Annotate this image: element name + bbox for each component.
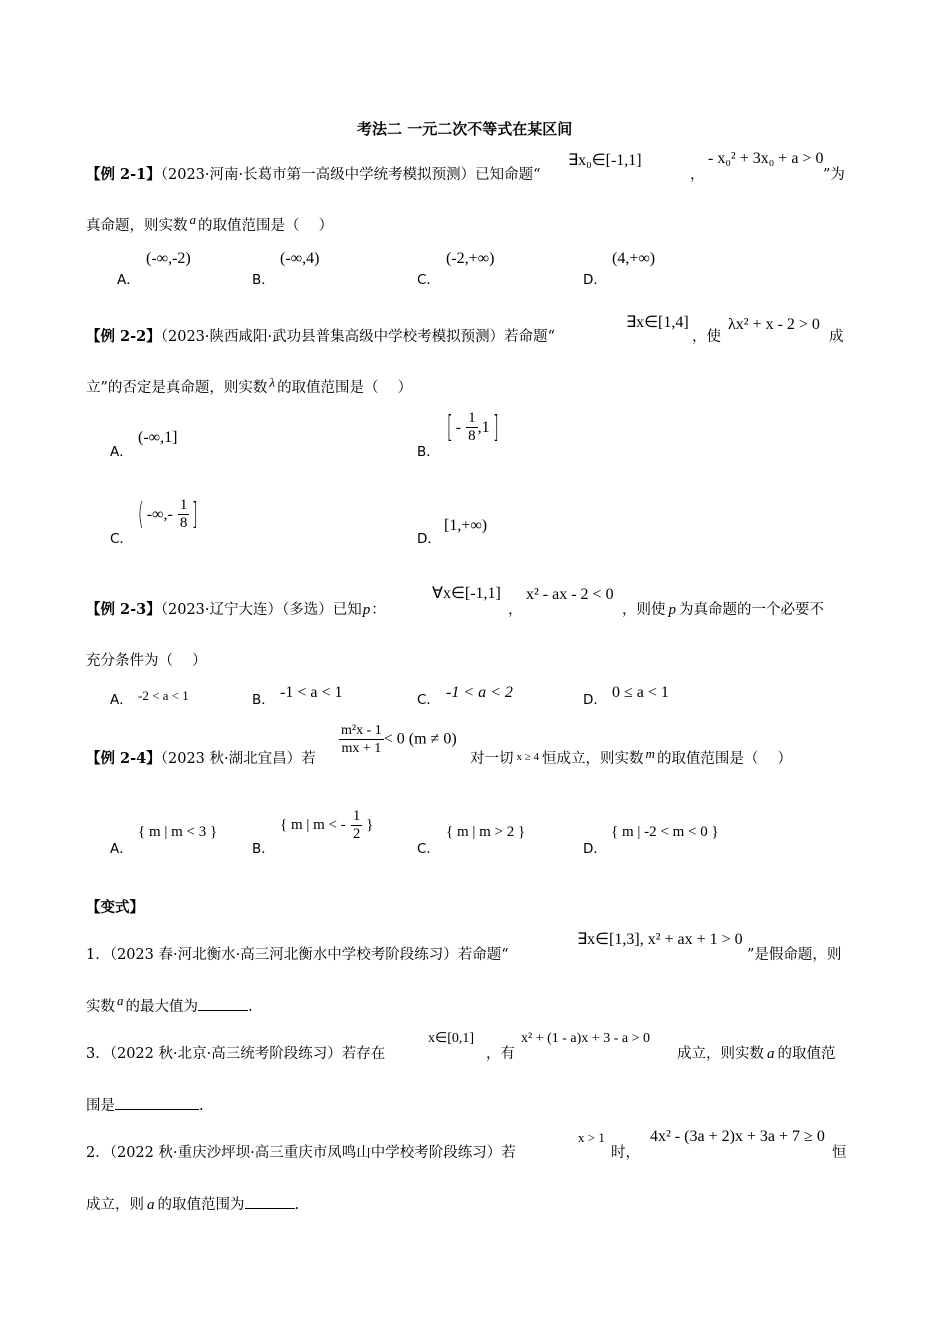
option-a-math: { m | m < 3 }	[138, 824, 218, 840]
option-b-label: B．	[417, 444, 440, 460]
text: ,1	[477, 419, 490, 436]
example-tag: 【例 2-3】	[86, 601, 161, 618]
example-2-4-line1	[86, 749, 316, 769]
condition-math: ∀x∈[-1,1]	[432, 585, 501, 602]
condition-math: x > 1	[578, 1130, 605, 1145]
option-b-math	[444, 410, 501, 445]
set: m | m < 3	[148, 824, 207, 840]
question-number: 3．	[86, 1046, 110, 1062]
variant-q3-line2	[86, 1095, 204, 1116]
text: 对一切	[470, 751, 514, 767]
option-d-label: D．	[583, 841, 607, 857]
text: 的最大值为	[125, 999, 198, 1015]
text: ”是假命题，则	[747, 947, 842, 963]
example-2-1-line1	[86, 165, 541, 185]
numerator: 1	[352, 808, 361, 824]
bracket: (	[137, 496, 144, 532]
numerator: 1	[468, 410, 476, 426]
answer-blank[interactable]	[245, 1194, 295, 1209]
example-source: （2023·辽宁大连）（多选）已知	[160, 602, 362, 618]
option-c-label: C．	[417, 692, 440, 708]
denominator: mx + 1	[341, 741, 382, 756]
inequality-math: λx² + x - 2 > 0	[728, 316, 820, 333]
fraction	[351, 808, 363, 843]
text: 立”的否定是真命题，则实数	[86, 380, 268, 396]
text: 围是	[86, 1098, 115, 1114]
variable-m: m	[645, 746, 655, 761]
variable-lambda: λ	[269, 375, 276, 390]
option-d-math: 0 ≤ a < 1	[612, 684, 669, 701]
option-b-math: { m | m < - $\frac{1}{2}$ }	[280, 808, 374, 842]
text: 的取值范	[777, 1046, 836, 1062]
option-d-label: D．	[583, 692, 607, 708]
option-d-label: D．	[583, 272, 607, 288]
option-c-label: C．	[110, 531, 133, 547]
denominator: 2	[352, 826, 361, 842]
variant-q2-line1	[86, 1143, 516, 1163]
example-source: （2023 秋·湖北宜昌）若	[160, 751, 316, 767]
text: 的取值范围为	[157, 1197, 245, 1213]
text: 的取值范围是（ ）	[656, 751, 793, 767]
text: .	[248, 999, 253, 1015]
question-number: 1．	[86, 947, 110, 963]
text: .	[294, 1197, 300, 1213]
text: 的取值范围是（ ）	[198, 218, 334, 234]
option-c-math	[135, 497, 201, 532]
section-title: 考法二 一元二次不等式在某区间	[357, 120, 573, 138]
example-source: （2023·陕西咸阳·武功县普集高级中学校考模拟预测）若命题“	[160, 329, 556, 345]
option-c-label: C．	[417, 272, 440, 288]
option-b-label: B．	[252, 692, 275, 708]
numerator: m²x - 1	[341, 723, 382, 738]
comma: ，	[690, 167, 705, 183]
question-number: 2．	[86, 1145, 110, 1161]
option-d-math: [1,+∞)	[444, 517, 488, 534]
text: 的取值范围是（ ）	[277, 380, 413, 396]
condition-math: ∃x∈[1,3], x² + ax + 1 > 0	[577, 931, 743, 948]
option-d-label: D．	[417, 531, 441, 547]
example-2-2-line2	[86, 375, 413, 398]
example-tag: 【例 2-1】	[86, 166, 161, 183]
text: ，使	[692, 329, 721, 345]
condition-math: ∃x∈[1,4]	[626, 314, 689, 331]
variable-a: a	[767, 1046, 775, 1062]
question-source: （2022 秋·北京·高三统考阶段练习）若存在	[109, 1046, 386, 1062]
condition-math: ∃x₀∈[-1,1]	[568, 152, 642, 169]
variable-a: a	[147, 1197, 155, 1213]
text: 成立，则	[86, 1197, 144, 1213]
text: ，有	[486, 1046, 515, 1062]
example-2-2-line1	[86, 327, 555, 347]
bracket: ]	[192, 496, 199, 532]
text: 时，	[611, 1145, 640, 1161]
variant-q1-line2	[86, 993, 253, 1017]
minus: -	[455, 419, 462, 436]
text: 成	[829, 329, 844, 345]
text: 真命题，则实数	[86, 218, 188, 234]
inequality-math: x² - ax - 2 < 0	[526, 586, 614, 603]
option-b-label: B．	[252, 272, 275, 288]
text: ，则使	[622, 602, 666, 618]
option-a-math: (-∞,1]	[138, 429, 178, 446]
text: ：	[371, 602, 386, 618]
variant-q1-line1	[86, 945, 509, 965]
variant-heading: 【变式】	[86, 899, 144, 916]
inequality-math: - x₀² + 3x₀ + a > 0	[708, 150, 824, 167]
option-b-label: B．	[252, 841, 275, 857]
variable-a: a	[117, 993, 124, 1008]
denominator: 8	[468, 428, 476, 444]
option-d-math: (4,+∞)	[612, 250, 656, 267]
text: 成立，则实数	[677, 1046, 764, 1062]
option-a-label: A．	[110, 692, 133, 708]
condition-math: x∈[0,1]	[428, 1031, 475, 1046]
condition: x ≥ 4	[516, 751, 540, 763]
variable-p: p	[362, 602, 371, 618]
bracket: [	[446, 409, 453, 445]
text: 为真命题的一个必要不	[679, 602, 824, 618]
fraction	[339, 722, 384, 757]
set: m | m > 2	[456, 824, 515, 840]
text: 恒成立，则实数	[542, 751, 644, 767]
option-a-math: -2 < a < 1	[138, 688, 189, 703]
option-b-math: (-∞,4)	[280, 250, 320, 267]
variable-p: p	[668, 602, 676, 618]
example-tail	[622, 600, 824, 620]
option-a-label: A．	[110, 444, 133, 460]
example-2-4-tail	[470, 746, 793, 770]
example-tag: 【例 2-2】	[86, 328, 161, 345]
set: m | m < -	[290, 817, 346, 833]
option-a-label: A．	[117, 272, 140, 288]
variant-q3-tail	[677, 1044, 836, 1064]
inequality-math: 4x² - (3a + 2)x + 3a + 7 ≥ 0	[650, 1128, 825, 1145]
option-c-label: C．	[417, 841, 440, 857]
question-source: （2022 秋·重庆沙坪坝·高三重庆市凤鸣山中学校考阶段练习）若	[109, 1145, 516, 1161]
variant-q2-line2	[86, 1194, 299, 1215]
denominator: 8	[179, 515, 188, 531]
numerator: 1	[179, 497, 188, 513]
option-a-label: A．	[110, 841, 133, 857]
text: 恒	[832, 1145, 847, 1161]
example-2-1-line2	[86, 212, 334, 236]
bracket: ]	[492, 409, 499, 445]
example-tag: 【例 2-4】	[86, 750, 161, 767]
example-2-3-line2: 充分条件为（ ）	[86, 653, 207, 669]
set: m | -2 < m < 0	[621, 824, 708, 840]
variant-q3-line1	[86, 1044, 385, 1064]
inequality: < 0 (m ≠ 0)	[383, 730, 457, 748]
answer-blank[interactable]	[115, 1095, 199, 1110]
option-c-math: (-2,+∞)	[446, 250, 495, 267]
fraction	[466, 410, 478, 445]
option-d-math: { m | -2 < m < 0 }	[611, 824, 719, 840]
text: -∞,-	[146, 506, 173, 523]
question-source: （2023 春·河北衡水·高三河北衡水中学校考阶段练习）若命题“	[109, 947, 509, 963]
example-2-3-line1	[86, 600, 386, 620]
example-tail: ”为	[823, 167, 845, 183]
example-source: （2023·河南·长葛市第一高级中学统考模拟预测）已知命题“	[160, 167, 541, 183]
fraction	[178, 497, 190, 532]
text: 实数	[86, 999, 115, 1015]
option-c-math: { m | m > 2 }	[446, 824, 526, 840]
inequality-math: x² + (1 - a)x + 3 - a > 0	[521, 1031, 650, 1046]
answer-blank[interactable]	[198, 996, 248, 1011]
text: .	[199, 1098, 204, 1114]
option-b-math: -1 < a < 1	[280, 684, 343, 701]
option-c-math: -1 < a < 2	[446, 684, 513, 701]
comma: ，	[508, 602, 523, 618]
option-a-math: (-∞,-2)	[146, 250, 191, 267]
variable-a: a	[189, 212, 196, 227]
fraction-inequality	[339, 722, 457, 757]
